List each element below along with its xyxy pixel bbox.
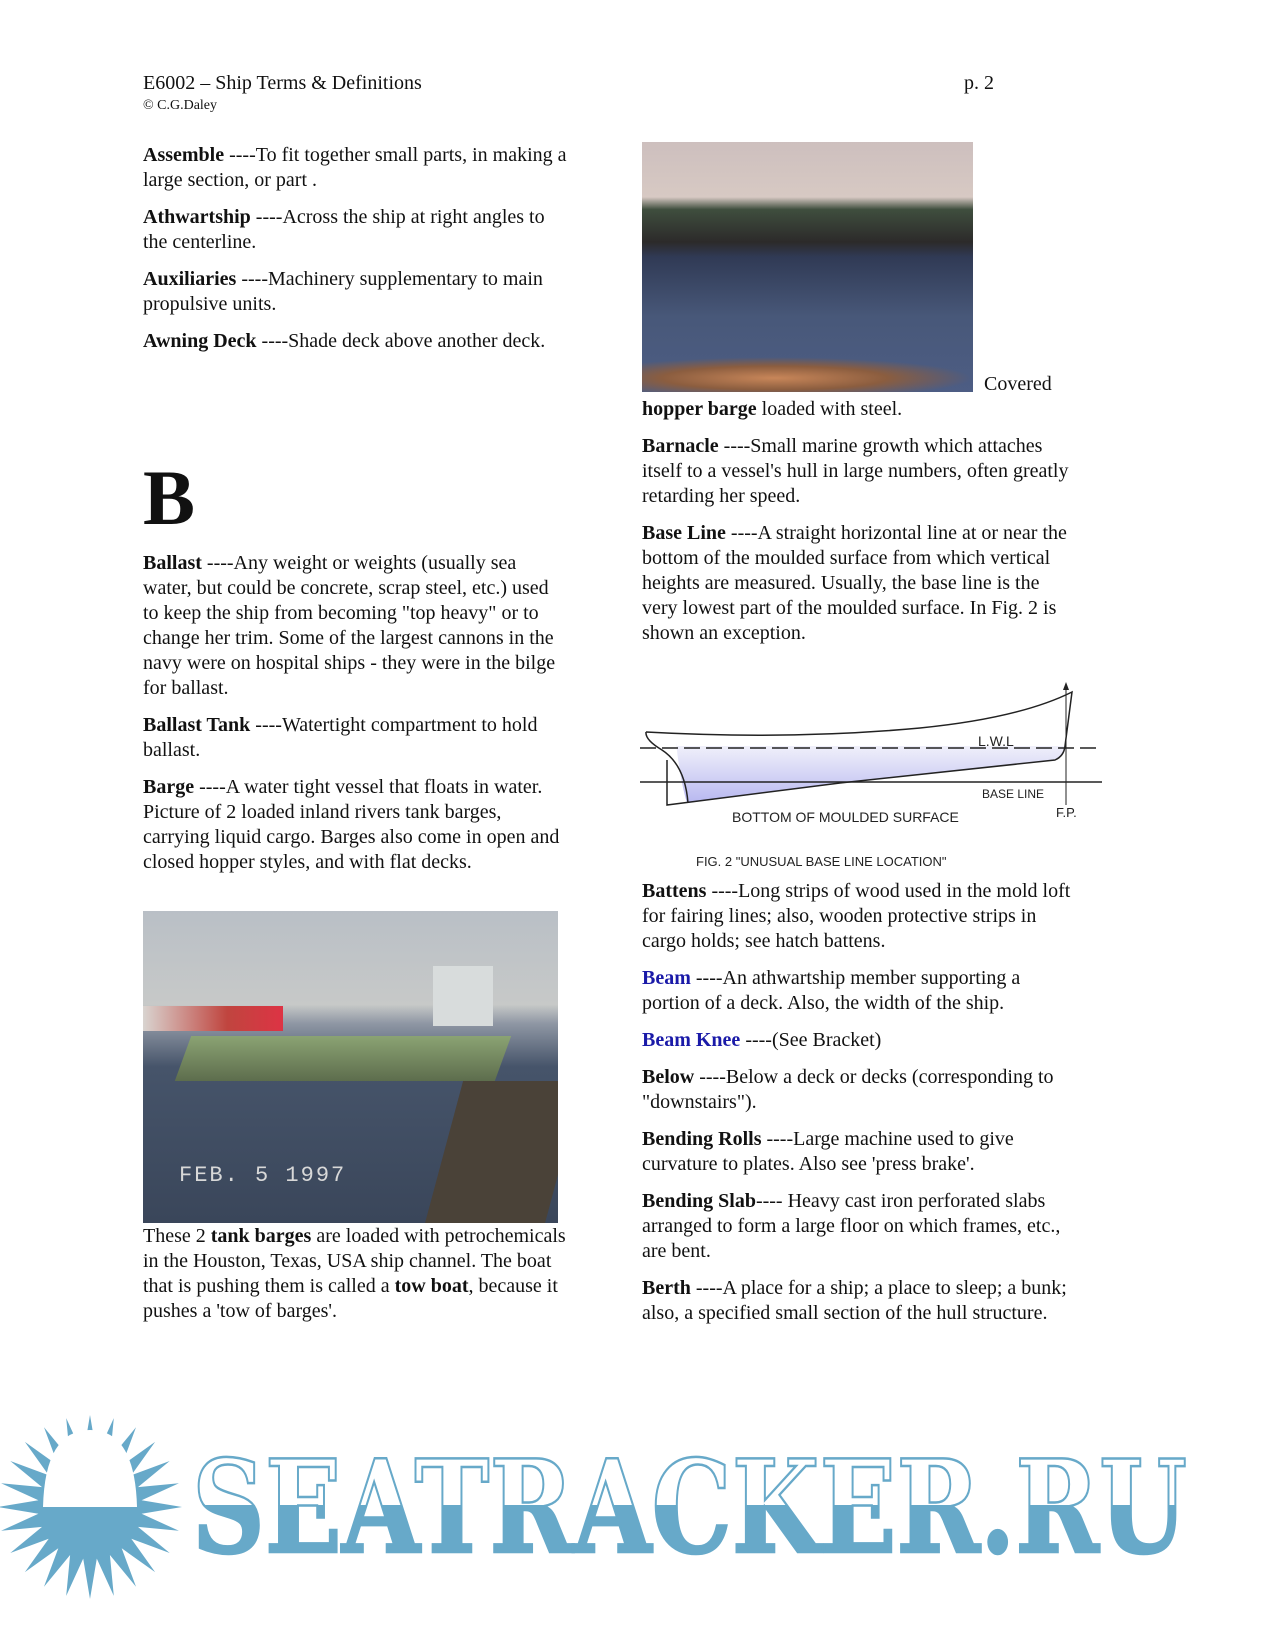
definition-entry: Bending Rolls ----Large machine used to give curvature to plates. Also see 'press brake'. xyxy=(642,1128,1014,1175)
hopper-barge-photo xyxy=(642,142,973,392)
definition-entry: Beam Knee ----(See Bracket) xyxy=(642,1029,882,1051)
right-entries-a xyxy=(642,434,1072,658)
tank-barge-photo xyxy=(143,911,558,1223)
page-number: p. 2 xyxy=(964,72,994,94)
definition-entry: Base Line ----A straight horizontal line at or near the bottom of the moulded surface from which vertical heights are measured. Usually, the base line is the very lowest part of the moulded surface. In Fig. 2 is shown an exception. xyxy=(642,522,1067,644)
hopper-caption: hopper barge loaded with steel. xyxy=(642,398,903,420)
definition-entry: Athwartship ----Across the ship at right angles to the centerline. xyxy=(143,206,545,253)
left-entries-b xyxy=(143,551,568,887)
definition-entry: Ballast ----Any weight or weights (usually sea water, but could be concrete, scrap steel, etc.) used to keep the ship from becoming "top heavy" or to change her trim. Some of the largest cannons in the navy were on hospital ships - they were in the bilge for ballast. xyxy=(143,552,556,699)
definition-entry: Barnacle ----Small marine growth which attaches itself to a vessel's hull in large numbers, often greatly retarding her speed. xyxy=(642,435,1069,507)
definition-entry: Berth ----A place for a ship; a place to sleep; a bunk; also, a specified small section of the hull structure. xyxy=(642,1277,1067,1324)
photo-date-stamp: FEB. 5 1997 xyxy=(179,1163,347,1188)
figure-caption: FIG. 2 "UNUSUAL BASE LINE LOCATION" xyxy=(696,854,947,869)
definition-entry: Beam ----An athwartship member supporting a portion of a deck. Also, the width of the ship. xyxy=(642,967,1021,1014)
base-line-figure xyxy=(640,680,1110,880)
left-entries-a xyxy=(143,143,568,366)
definition-entry: Barge ----A water tight vessel that floats in water. Picture of 2 loaded inland rivers tank barges, carrying liquid cargo. Barges also come in open and closed hopper styles, and with flat decks. xyxy=(143,776,560,873)
sun-logo-icon xyxy=(0,1415,182,1599)
lwl-label: L.W.L xyxy=(978,733,1014,749)
section-letter: B xyxy=(143,454,196,541)
fp-label: F.P. xyxy=(1056,805,1077,820)
seatracker-watermark xyxy=(0,1390,1275,1650)
definition-entry: Below ----Below a deck or decks (corresponding to "downstairs"). xyxy=(642,1066,1054,1113)
definition-entry: Awning Deck ----Shade deck above another deck. xyxy=(143,330,546,352)
beam-knee-link[interactable]: Beam Knee xyxy=(642,1029,741,1051)
definition-entry: Auxiliaries ----Machinery supplementary to main propulsive units. xyxy=(143,268,543,315)
document-title: E6002 – Ship Terms & Definitions xyxy=(143,72,422,94)
bottom-label: BOTTOM OF MOULDED SURFACE xyxy=(732,809,959,825)
right-entries-b xyxy=(642,879,1077,1338)
watermark-text: SEATRACKER.RU xyxy=(192,1433,1187,1583)
definition-entry: Assemble ----To fit together small parts, in making a large section, or part . xyxy=(143,144,567,191)
hopper-caption-start: Covered xyxy=(984,373,1052,395)
tank-barge-caption: These 2 tank barges are loaded with petrochemicals in the Houston, Texas, USA ship channel. The boat that is pushing them is called a tow boat, because it pushes a 'tow of barges'. xyxy=(143,1225,566,1322)
beam-link[interactable]: Beam xyxy=(642,967,691,989)
base-line-label: BASE LINE xyxy=(982,787,1045,801)
copyright: © C.G.Daley xyxy=(143,98,218,113)
arrow-icon xyxy=(1063,682,1069,690)
definition-entry: Battens ----Long strips of wood used in the mold loft for fairing lines; also, wooden protective strips in cargo holds; see hatch battens. xyxy=(642,880,1071,952)
definition-entry: Ballast Tank ----Watertight compartment to hold ballast. xyxy=(143,714,538,761)
definition-entry: Bending Slab---- Heavy cast iron perforated slabs arranged to form a large floor on which frames, etc., are bent. xyxy=(642,1190,1061,1262)
